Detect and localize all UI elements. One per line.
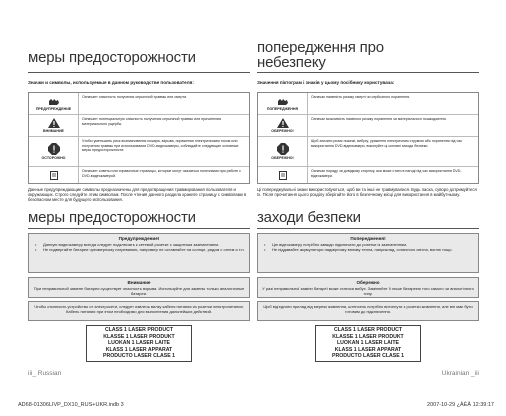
legend-text: Щоб знизити ризик пожежі, вибуху, ураження електричним струмом або поранення під час використання DVD-відеокамери, виконуйте ці основні заходи безпеки. (311, 139, 463, 148)
laser-line: CLASS 1 LASER PRODUCT (104, 327, 174, 333)
warning-title: Предупреждение! (118, 236, 160, 241)
laser-line: PRODUCTO LASER CLASE 1 (103, 353, 175, 360)
legend-row (258, 137, 478, 167)
russian-page (28, 30, 250, 390)
caution-octagon-icon (48, 143, 60, 155)
notice-text: Ці попереджувальні знаки використовуються, щоб ви та інші не травмувалися. Будь ласка, суворо дотримуйтеся їх. Після прочитання цього розділу зберігайте його в безпечному місці для використання в майбутньому. (257, 187, 477, 198)
legend-text: Означає можливість наявного ризику поранення чи матеріального пошкодження. (311, 117, 447, 121)
legend-text: Означает опасность получения серьезной травмы или смерти. (82, 95, 188, 99)
warning-hand-icon (47, 97, 61, 106)
note-icon (50, 171, 58, 180)
section-heading: меры предосторожности (28, 209, 196, 226)
icons-subtitle: Значки и символы, используемые в данном руководстве пользователя: (28, 80, 194, 85)
legend-label: ОСТОРОЖНО (41, 156, 66, 160)
warning-hand-icon (276, 97, 290, 106)
laser-line: PRODUCTO LASER CLASE 1 (332, 353, 404, 360)
page-heading-line2: небезпеку (257, 54, 326, 71)
page-heading: меры предосторожности (28, 49, 196, 66)
legend-row (29, 115, 249, 137)
mains-text: Чтобы отключить устройство от электросети, следует извлечь вилку кабеля питания из розетки электропитания. Кабель питания при этом необходимо для выполнения дальнейших действий. (34, 304, 244, 314)
page-heading-line1: попередження про (257, 39, 384, 56)
caution-title: Обережно (356, 280, 380, 285)
warning-bullet: • Не подвергайте батареи чрезмерному нагреванию, например не оставляйте на солнце, рядом с огнем и т.п. (29, 247, 249, 252)
warning-box (28, 233, 250, 273)
print-date-slug: 2007-10-29 ¿ÀÈÄ 12:39:17 (427, 402, 494, 408)
warning-title: Попередження! (350, 236, 386, 241)
legend-label: ОБЕРЕЖНО! (271, 129, 294, 133)
mains-text: Щоб від'єднати прилад від мережі живлення, штепсель потрібно витягнути з розетки живлення, але він має бути готовим до підключення. (263, 304, 473, 314)
icon-legend-table (257, 92, 479, 184)
page-number: Ukrainian _iii (441, 370, 479, 377)
laser-label-box (86, 325, 192, 362)
laser-line: LUOKAN 1 LASER LAITE (337, 340, 399, 347)
ukrainian-page (257, 30, 479, 390)
laser-label-box (315, 325, 421, 362)
section-rule (28, 228, 250, 229)
warning-bullet: • Не піддавайте акумулятори надмірному впливу тепла, наприклад, сонячного світла, вогню тощо. (258, 247, 478, 252)
caution-box (28, 277, 250, 298)
section-heading: заходи безпеки (257, 209, 361, 226)
laser-line: LUOKAN 1 LASER LAITE (108, 340, 170, 347)
caution-text: При неправильной замене батареи существует опасность взрыва. Используйте для замены только аналогичные батареи. (33, 286, 245, 296)
caution-box (257, 277, 479, 298)
legend-text: Означает потенциальную опасность получения серьезной травмы или причинения материального ущерба. (82, 117, 221, 126)
icons-subtitle: Значення піктограм і знаків у цьому посібнику користувача: (257, 80, 395, 85)
legend-text: Означает советы или справочные страницы, которые могут оказаться полезными при работе с DVD-видеокамерой. (82, 169, 241, 178)
legend-row (258, 93, 478, 115)
laser-line: KLASS 1 LASER APPARAT (105, 346, 173, 353)
caution-triangle-icon (48, 118, 60, 128)
legend-row (258, 115, 478, 137)
page-number: iii_ Russian (28, 370, 62, 377)
laser-line: CLASS 1 LASER PRODUCT (333, 327, 403, 333)
legend-label: ПРЕДУПРЕЖДЕНИЕ (35, 106, 72, 111)
legend-label: ПОПЕРЕДЖЕННЯ (266, 106, 299, 111)
legend-row (29, 167, 249, 183)
legend-row (29, 93, 249, 115)
legend-label: ВНИМАНИЕ (43, 129, 64, 133)
warning-box (257, 233, 479, 273)
legend-row (29, 137, 249, 167)
warning-bullet: • Данную видеокамеру всегда следует подключать к сетевой розетке с защитным заземлением. (29, 242, 249, 247)
warning-bullet: • Цю відеокамеру потрібно завжди підключати до розетки із заземленням. (258, 242, 478, 247)
caution-octagon-icon (277, 143, 289, 155)
caution-triangle-icon (277, 118, 289, 128)
heading-rule (257, 72, 479, 73)
legend-row (258, 167, 478, 183)
note-icon (279, 171, 287, 180)
laser-line: KLASSE 1 LASER PRODUKT (332, 333, 404, 340)
legend-text: Означає пораду чи довідкову сторінку, яка може стати в нагоді під час використання DVD-відеокамери. (311, 169, 462, 178)
section-rule (257, 228, 479, 229)
laser-line: KLASSE 1 LASER PRODUKT (103, 333, 175, 340)
mains-box (257, 301, 479, 321)
legend-label: ОБЕРЕЖНО! (271, 156, 294, 160)
icon-legend-table (28, 92, 250, 184)
caution-title: Внимание (127, 280, 151, 285)
legend-text: Означає наявність ризику смерті чи серйозного поранення. (311, 95, 411, 99)
mains-box (28, 301, 250, 321)
heading-rule (28, 72, 250, 73)
print-file-slug: AD68-01306LIVP_DX10_RUS+UKR.indb 3 (18, 402, 124, 408)
caution-text: У разі неправильної заміни батареї може статися вибух. Замінюйте її лише батареєю того самого чи аналогічного типу. (262, 286, 474, 296)
notice-text: Данные предупреждающие символы предназначены для предотвращения травмирования пользователя и окружающих. Строго следуйте этим символам. После чтения данного раздела храните страницу с символами в безопасном месте для будущего использования. (28, 187, 247, 203)
laser-line: KLASS 1 LASER APPARAT (334, 346, 402, 353)
legend-text: Чтобы уменьшить риск возникновения пожара, взрыва, поражения электрическим током или получения травмы при использовании DVD-видеокамеры, соблюдайте следующие основные меры предосторожности: (82, 139, 239, 153)
